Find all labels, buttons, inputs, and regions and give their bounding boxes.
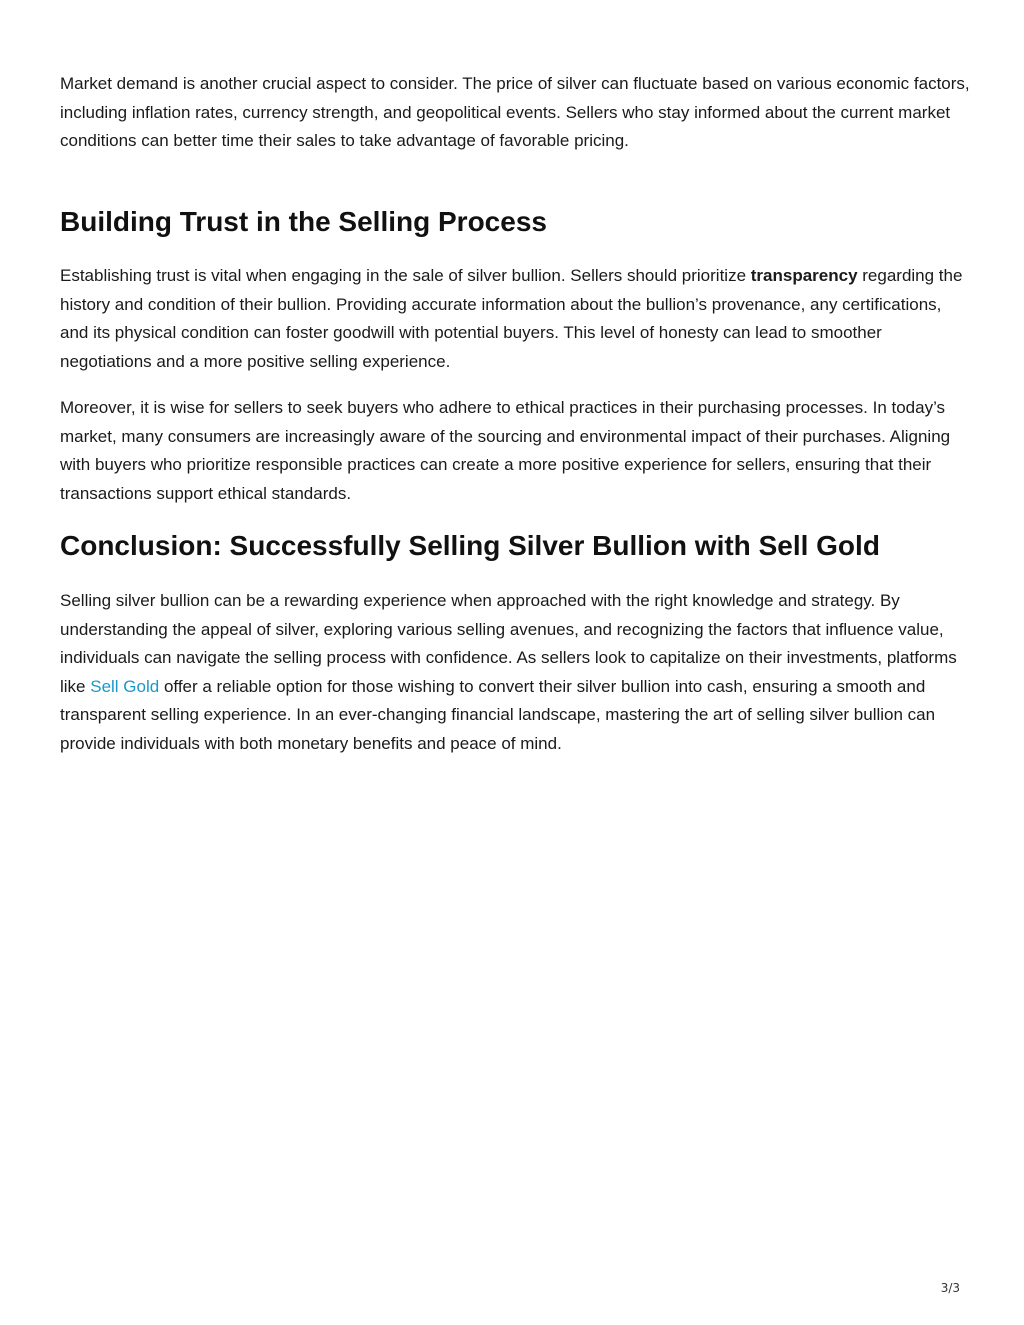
paragraph-text: Selling silver bullion can be a rewarding experience when approached with the right knowledge and strategy. By understanding the appeal of silver, exploring various selling avenues, and recognizing the factors that influence value, individuals can navigate the selling process with confidence. As sellers look to capitalize on their investments, platforms like <box>60 591 957 696</box>
heading-building-trust: Building Trust in the Selling Process <box>60 206 547 237</box>
paragraph-ethical-practices: Moreover, it is wise for sellers to seek buyers who adhere to ethical practices in their purchasing processes. In today’s market, many consumers are increasingly aware of the sourcing and environmental impact of their purchases. Aligning with buyers who prioritize responsible practices can create a more positive experience for sellers, ensuring that their transactions support ethical standards. <box>60 398 951 503</box>
heading-conclusion: Conclusion: Successfully Selling Silver Bullion with Sell Gold <box>60 530 880 561</box>
paragraph-text: regarding the history and condition of their bullion. Providing accurate information about the bullion’s provenance, any certifications, and its physical condition can foster goodwill with potential buyers. This level of honesty can lead to smoother negotiations and a more positive selling experience. <box>60 266 963 371</box>
paragraph-text: Establishing trust is vital when engaging in the sale of silver bullion. Sellers should prioritize <box>60 266 751 285</box>
paragraph-text: offer a reliable option for those wishing to convert their silver bullion into cash, ensuring a smooth and transparent selling experience. In an ever-changing financial landscape, mastering the art of selling silver bullion can provide individuals with both monetary benefits and peace of mind. <box>60 676 936 753</box>
page-number: 3/3 <box>940 1281 960 1295</box>
paragraph-establishing-trust <box>60 262 970 376</box>
sell-gold-link[interactable]: Sell Gold <box>90 676 160 696</box>
paragraph-market-demand: Market demand is another crucial aspect to consider. The price of silver can fluctuate based on various economic factors, including inflation rates, currency strength, and geopolitical events. Sellers who stay informed about the current market conditions can better time their sales to take advantage of favorable pricing. <box>60 74 970 150</box>
bold-term-transparency: transparency <box>750 266 858 285</box>
paragraph-conclusion <box>60 587 970 758</box>
